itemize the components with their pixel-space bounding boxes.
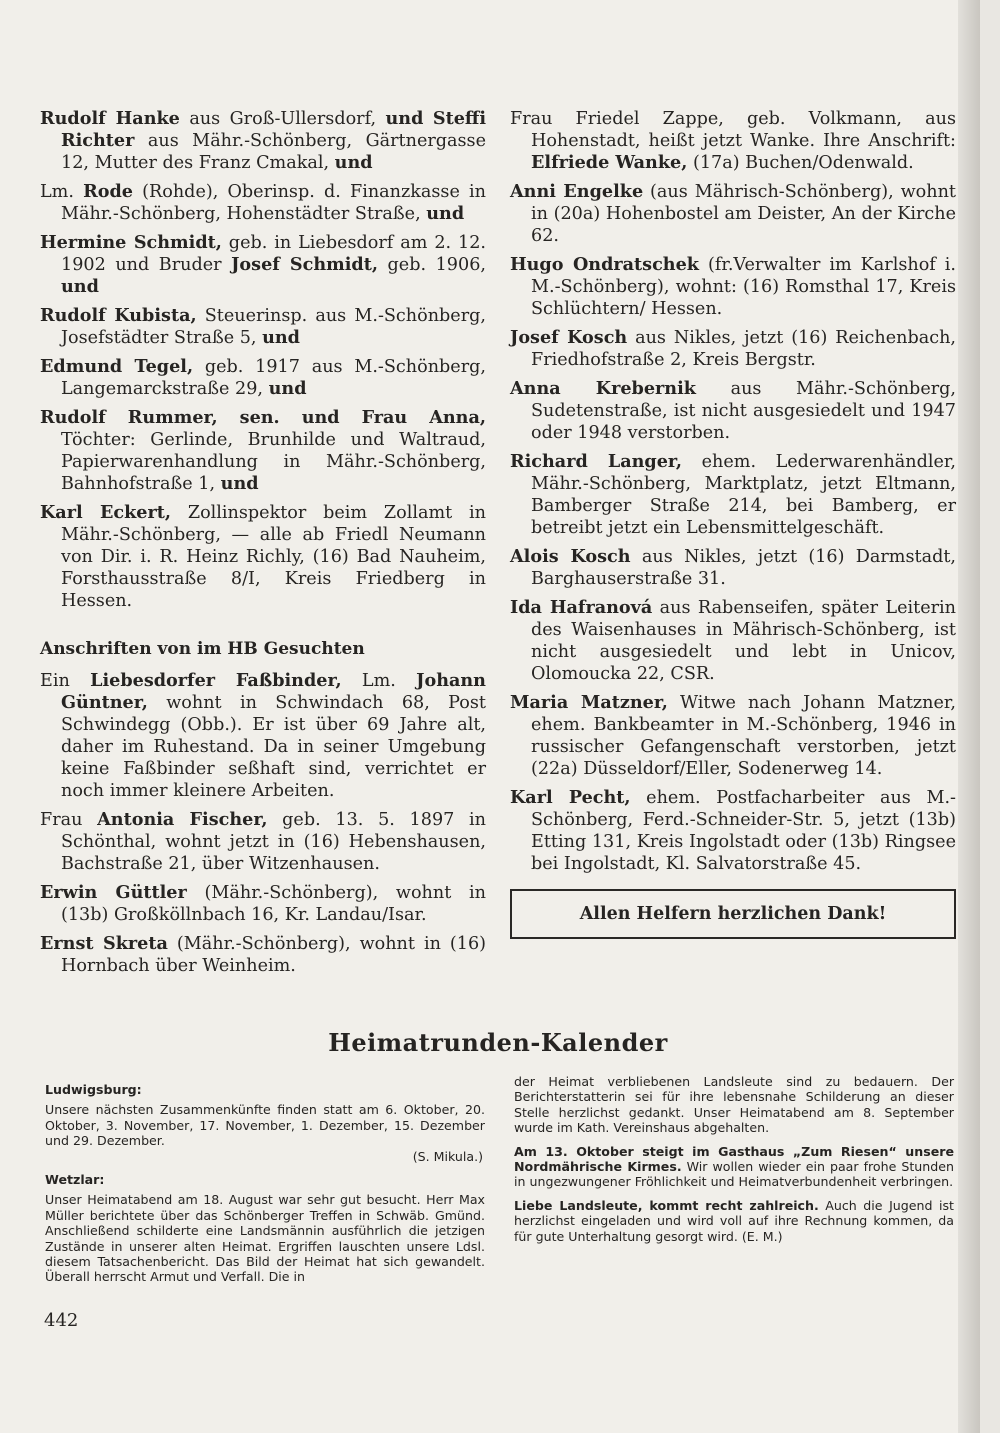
- entry-text: geb. 1917 aus M.-Schönberg, Langemarckstraße 29,: [61, 357, 486, 399]
- entry-bold-text: Erwin Güttler: [40, 882, 187, 903]
- address-entry: [510, 327, 956, 371]
- address-entry: [40, 933, 486, 977]
- address-entry: [40, 670, 486, 802]
- entry-bold-text: Josef Schmidt,: [231, 254, 378, 275]
- thanks-box: Allen Helfern herzlichen Dank!: [510, 889, 956, 939]
- entry-bold-text: und: [334, 152, 373, 173]
- entry-bold-text: Ida Hafranová: [510, 597, 653, 618]
- address-entry: [40, 407, 486, 495]
- address-entry: [40, 356, 486, 400]
- invitation-rest: Auch die Jugend ist herzlichst eingeladen und wird voll auf ihre Rechnung kommen, da für gute Unterhaltung gesorgt wird. (E. M.): [514, 1197, 954, 1244]
- left-column: [40, 108, 486, 984]
- wetzlar-text: Unser Heimatabend am 18. August war sehr gut besucht. Herr Max Müller berichtete über das Schönberger Treffen in Schwäb. Gmünd. Anschließend schilderte eine Landsmännin ausführlich die jetzigen Zustände in unserer alten Heimat. Ergriffen lauschten unsere Ldsl. diesem Tatsachenbericht. Das Bild der Heimat hat sich gewandelt. Überall herrscht Armut und Verfall. Die in: [45, 1192, 485, 1285]
- entry-bold-text: Steffi Richter: [61, 108, 487, 151]
- entry-bold-text: Anna Krebernik: [510, 378, 696, 399]
- entry-text: Frau Friedel Zappe, geb. Volkmann, aus Hohenstadt, heißt jetzt Wanke. Ihre Anschrift:: [510, 109, 956, 151]
- entry-bold-text: Johann Güntner,: [61, 670, 486, 713]
- entry-text: (Mähr.-Schönberg), wohnt in (16) Hornbach über Weinheim.: [61, 934, 487, 976]
- entry-bold-text: Hermine Schmidt,: [40, 232, 222, 253]
- ludwigsburg-text: Unsere nächsten Zusammenkünfte finden statt am 6. Oktober, 20. Oktober, 3. November, 17. November, 1. Dezember, 15. Dezember und 29. Dezember.: [45, 1102, 485, 1149]
- entry-bold-text: Edmund Tegel,: [40, 356, 194, 377]
- entry-bold-text: Antonia Fischer,: [97, 809, 268, 830]
- entry-text: [423, 109, 432, 129]
- calendar-title: Heimatrunden-Kalender: [328, 1028, 668, 1057]
- address-entry: [510, 254, 956, 320]
- entry-text: aus Mähr.-Schönberg, Gärtnergasse 12, Mutter des Franz Cmakal,: [61, 131, 486, 173]
- entry-text: Ein: [40, 671, 91, 691]
- entry-text: Lm.: [341, 671, 417, 691]
- right-column: [510, 108, 956, 939]
- entry-bold-text: Maria Matzner,: [510, 692, 668, 713]
- entry-bold-text: Josef Kosch: [510, 327, 628, 348]
- entry-bold-text: Rudolf Hanke: [40, 108, 180, 129]
- address-entry: [40, 232, 486, 298]
- kirmes-rest: Wir wollen wieder ein paar frohe Stunden in ungezwungener Fröhlichkeit und Heimatverbundenheit verbringen.: [514, 1159, 954, 1190]
- kirmes-bold: Am 13. Oktober steigt im Gasthaus „Zum Riesen“ unsere Nordmährische Kirmes.: [514, 1143, 954, 1175]
- entry-bold-text: und: [268, 378, 307, 399]
- page-edge-shadow: [958, 0, 980, 1433]
- entry-bold-text: Anni Engelke: [510, 181, 644, 202]
- page-number: 442: [44, 1310, 79, 1331]
- entry-text: (Rohde), Oberinsp. d. Finanzkasse in Mähr.-Schönberg, Hohenstädter Straße,: [61, 182, 486, 224]
- address-entry: [40, 108, 486, 174]
- kirmes-announcement: [514, 1144, 954, 1190]
- city-heading-wetzlar: Wetzlar:: [45, 1172, 105, 1188]
- entry-bold-text: und: [262, 327, 300, 348]
- entry-text: Zollinspektor beim Zollamt in Mähr.-Schönberg, — alle ab Friedl Neumann von Dir. i. R. Heinz Richly, (16) Bad Nauheim, Forsthausstraße 8/I, Kreis Friedberg in Hessen.: [61, 503, 486, 611]
- entry-text: (fr.Verwalter im Karlshof i. M.-Schönberg), wohnt: (16) Romsthal 17, Kreis Schlüchtern/ Hessen.: [531, 255, 956, 319]
- entry-text: aus Nikles, jetzt (16) Darmstadt, Barghauserstraße 31.: [531, 547, 956, 589]
- address-entry: [510, 108, 956, 174]
- ludwigsburg-signature: (S. Mikula.): [412, 1148, 483, 1164]
- invitation-bold: Liebe Landsleute, kommt recht zahlreich.: [514, 1197, 819, 1213]
- entry-bold-text: und: [426, 203, 465, 224]
- address-entry: [40, 882, 486, 926]
- entry-text: (Mähr.-Schönberg), wohnt in (13b) Großköllnbach 16, Kr. Landau/Isar.: [61, 883, 486, 925]
- entry-text: aus Groß-Ullersdorf,: [179, 109, 386, 129]
- entry-text: aus Mähr.-Schönberg, Sudetenstraße, ist nicht ausgesiedelt und 1947 oder 1948 verstorben.: [531, 379, 956, 443]
- address-entry: [510, 692, 956, 780]
- entry-bold-text: Karl Pecht,: [510, 787, 631, 808]
- entry-text: Steuerinsp. aus M.-Schönberg, Josefstädter Straße 5,: [61, 306, 486, 348]
- address-entry: [40, 305, 486, 349]
- entry-text: wohnt in Schwindach 68, Post Schwindegg (Obb.). Er ist über 69 Jahre alt, daher im Ruhestand. Da in seiner Umgebung keine Faßbinder seßhaft sind, verrichtet er noch immer kleinere Arbeiten.: [61, 693, 486, 801]
- entry-bold-text: Rode: [83, 181, 133, 202]
- entry-text: geb. 1906,: [377, 255, 486, 275]
- entry-bold-text: Rudolf Rummer, sen. und Frau Anna,: [40, 407, 486, 428]
- calendar-left-column: [45, 1076, 485, 1293]
- entry-text: (aus Mährisch-Schönberg), wohnt in (20a) Hohenbostel am Deister, An der Kirche 62.: [531, 182, 956, 246]
- address-entry: [510, 546, 956, 590]
- entry-text: geb. in Liebesdorf am 2. 12. 1902 und Bruder: [61, 233, 487, 275]
- entry-bold-text: Karl Eckert,: [40, 502, 172, 523]
- entry-text: (17a) Buchen/Odenwald.: [687, 153, 914, 173]
- address-entry: [510, 787, 956, 875]
- invitation-text: [514, 1198, 954, 1244]
- entry-text: aus Nikles, jetzt (16) Reichenbach, Friedhofstraße 2, Kreis Bergstr.: [531, 328, 956, 370]
- city-heading-ludwigsburg: Ludwigsburg:: [45, 1082, 142, 1097]
- entry-bold-text: Liebesdorfer Faßbinder,: [90, 670, 342, 691]
- entry-bold-text: und: [385, 108, 424, 129]
- entry-text: Töchter: Gerlinde, Brunhilde und Waltraud, Papierwarenhandlung in Mähr.-Schönberg, Bahnhofstraße 1,: [61, 430, 486, 494]
- calendar-right-column: [514, 1076, 954, 1252]
- address-entry: [510, 181, 956, 247]
- entry-bold-text: Richard Langer,: [510, 451, 683, 472]
- entry-text: ehem. Postfacharbeiter aus M.-Schönberg, Ferd.-Schneider-Str. 5, jetzt (13b) Etting 131, Kreis Ingolstadt oder (13b) Ringsee bei Ingolstadt, Kl. Salvatorstraße 45.: [531, 788, 957, 874]
- entry-text: Witwe nach Johann Matzner, ehem. Bankbeamter in M.-Schönberg, 1946 in russischer Gefangenschaft verstorben, jetzt (22a) Düsseldorf/Eller, Sodenerweg 14.: [531, 693, 956, 779]
- entry-bold-text: und: [220, 473, 259, 494]
- entry-bold-text: Rudolf Kubista,: [40, 305, 197, 326]
- address-entry: [510, 378, 956, 444]
- entry-bold-text: Ernst Skreta: [40, 933, 168, 954]
- entry-bold-text: und: [61, 276, 99, 297]
- address-entry: [510, 597, 956, 685]
- addresses-list: [510, 108, 956, 875]
- entry-bold-text: Hugo Ondratschek: [510, 254, 699, 275]
- entry-text: Lm.: [40, 182, 84, 202]
- found-addresses-list: [40, 670, 486, 977]
- address-entry: [40, 181, 486, 225]
- address-entry: [40, 809, 486, 875]
- wetzlar-text-continued: der Heimat verbliebenen Landsleute sind zu bedauern. Der Berichterstatterin sei für ihre lebensnahe Schilderung an dieser Stelle herzlichst gedankt. Unser Heimatabend am 8. September wurde im Kath. Vereinshaus abgehalten.: [514, 1074, 954, 1136]
- entry-text: ehem. Lederwarenhändler, Mähr.-Schönberg, Marktplatz, jetzt Eltmann, Bamberger Straße 214, bei Bamberg, er betreibt jetzt ein Lebensmittelgeschäft.: [531, 452, 956, 538]
- missing-persons-list: [40, 108, 486, 612]
- address-entry: [510, 451, 956, 539]
- address-entry: [40, 502, 486, 612]
- entry-text: geb. 13. 5. 1897 in Schönthal, wohnt jetzt in (16) Hebenshausen, Bachstraße 21, über Witzenhausen.: [61, 810, 486, 874]
- entry-bold-text: Elfriede Wanke,: [531, 152, 688, 173]
- entry-text: aus Rabenseifen, später Leiterin des Waisenhauses in Mährisch-Schönberg, ist nicht ausgesiedelt und lebt in Unicov, Olomoucka 22, CSR.: [531, 598, 957, 684]
- section-heading: Anschriften von im HB Gesuchten: [40, 639, 365, 659]
- entry-bold-text: Alois Kosch: [510, 546, 631, 567]
- entry-text: Frau: [40, 810, 98, 830]
